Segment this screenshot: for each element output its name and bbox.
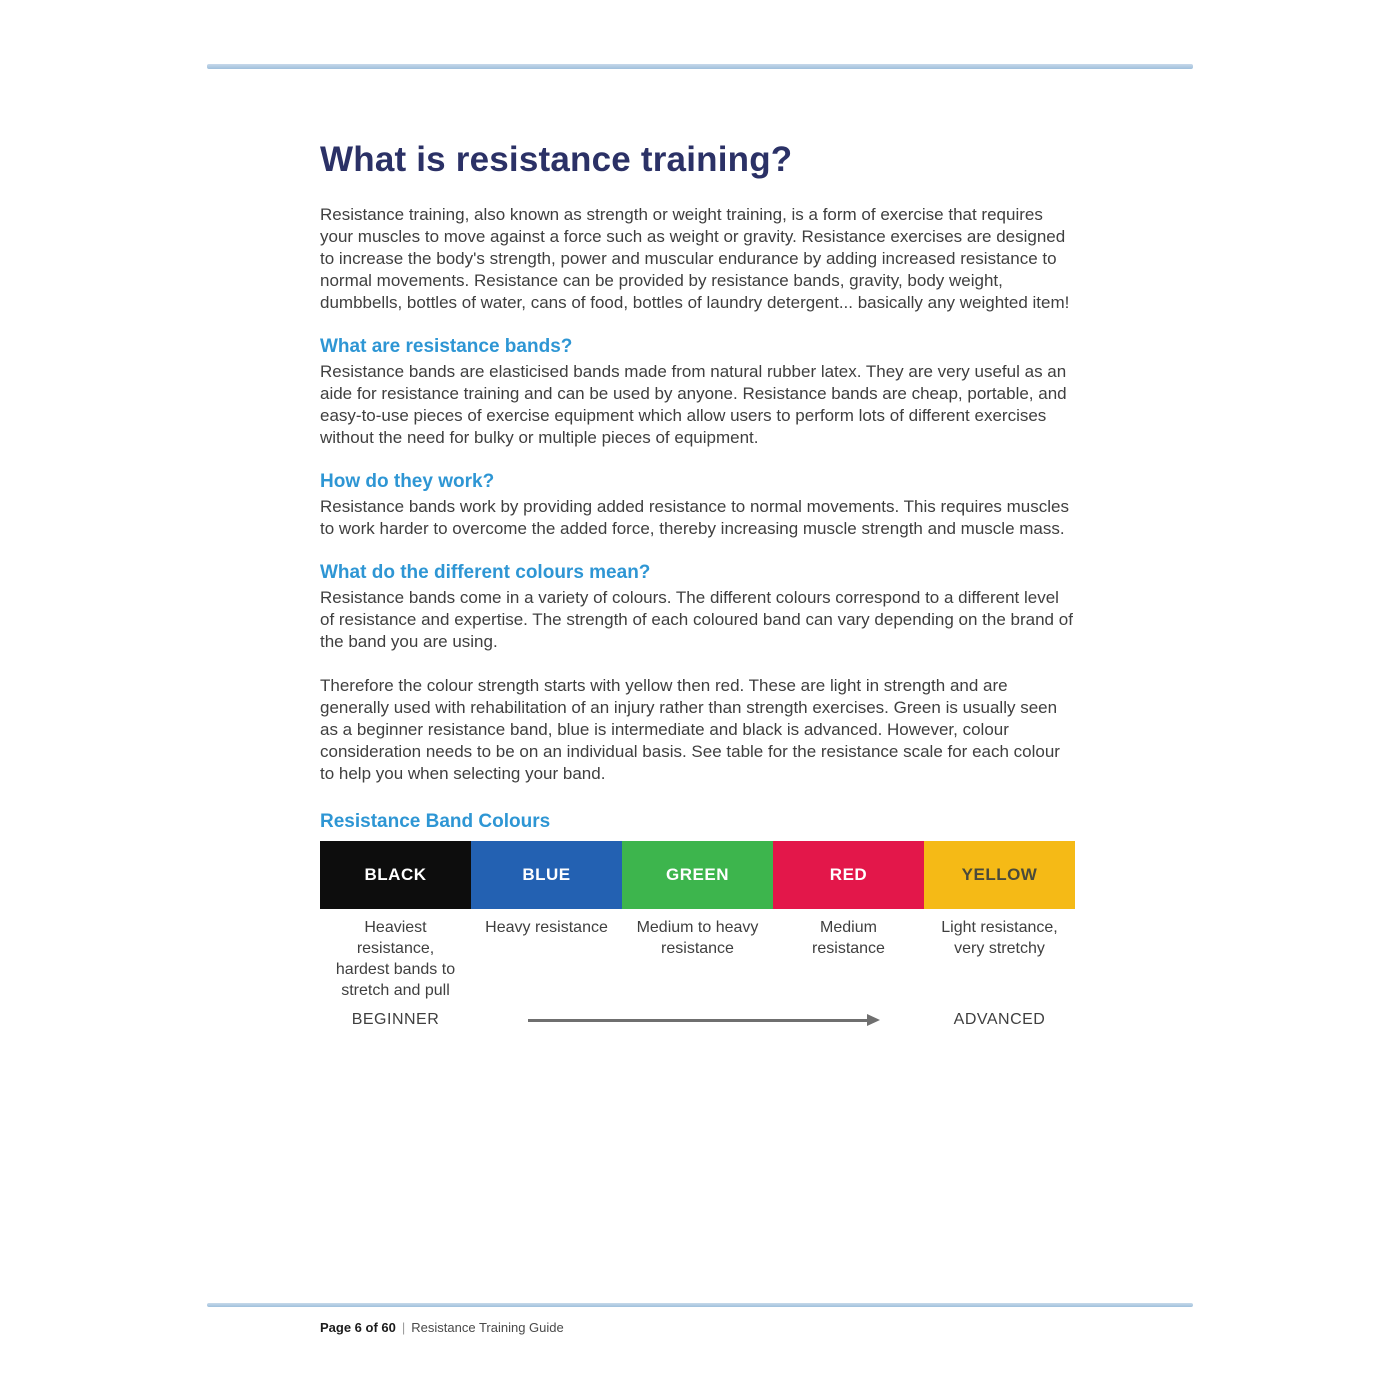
band-description-black: Heaviest resistance, hardest bands to stretch and pull	[335, 919, 456, 999]
band-swatch-green: GREEN	[622, 841, 773, 909]
section-heading-resistance-bands: What are resistance bands?	[320, 336, 573, 357]
beginner-to-advanced-arrow	[471, 1019, 924, 1022]
advanced-label: ADVANCED	[953, 1011, 1046, 1028]
band-description-red: Medium resistance	[812, 919, 885, 957]
section-heading-colours-meaning: What do the different colours mean?	[320, 562, 651, 583]
band-table-heading: Resistance Band Colours	[320, 811, 551, 832]
section-how-they-work	[320, 471, 1077, 540]
bottom-divider-line	[207, 1303, 1193, 1307]
section-body-resistance-bands: Resistance bands are elasticised bands made from natural rubber latex. They are very useful as an aide for resistance training and can be used by anyone. Resistance bands are cheap, portable, and easy-to-use pieces of exercise equipment which allow users to perform lots of different exercises without the need for bulky or multiple pieces of equipment.	[320, 362, 1067, 447]
footer-document-name: Resistance Training Guide	[411, 1320, 564, 1335]
section-heading-how-they-work: How do they work?	[320, 471, 495, 492]
band-colour-table	[320, 841, 1075, 909]
section-body-colours-meaning: Resistance bands come in a variety of colours. The different colours correspond to a different level of resistance and expertise. The strength of each coloured band can vary depending on the brand of the band you are using.	[320, 588, 1073, 651]
footer-page-number: Page 6 of 60	[320, 1320, 396, 1335]
band-description-green: Medium to heavy resistance	[636, 919, 759, 957]
beginner-label: BEGINNER	[351, 1011, 440, 1028]
page-content	[320, 140, 1077, 1029]
intro-paragraph: Resistance training, also known as strength or weight training, is a form of exercise that requires your muscles to move against a force such as weight or gravity. Resistance exercises are designed to increase the body's strength, power and muscular endurance by adding increased resistance to normal movements. Resistance can be provided by resistance bands, gravity, body weight, dumbbells, bottles of water, cans of food, bottles of laundry detergent... basically any weighted item!	[320, 205, 1070, 312]
band-description-yellow: Light resistance, very stretchy	[941, 919, 1058, 957]
band-swatch-blue: BLUE	[471, 841, 622, 909]
page-title: What is resistance training?	[320, 140, 793, 179]
band-swatch-yellow: YELLOW	[924, 841, 1075, 909]
top-divider-line	[207, 64, 1193, 69]
section-colours-meaning	[320, 562, 1077, 653]
page-footer	[320, 1320, 564, 1335]
band-description-blue: Heavy resistance	[485, 919, 608, 936]
right-arrow-icon	[528, 1019, 868, 1022]
band-swatch-black: BLACK	[320, 841, 471, 909]
section-resistance-bands	[320, 336, 1077, 449]
band-description-row	[320, 917, 1075, 1009]
band-swatch-red: RED	[773, 841, 924, 909]
difficulty-scale-row	[320, 1011, 1075, 1029]
section-body-how-they-work: Resistance bands work by providing added resistance to normal movements. This requires muscles to work harder to overcome the added force, thereby increasing muscle strength and muscle mass.	[320, 497, 1069, 538]
colour-strength-paragraph: Therefore the colour strength starts with yellow then red. These are light in strength and are generally used with rehabilitation of an injury rather than strength exercises. Green is usually seen as a beginner resistance band, blue is intermediate and black is advanced. However, colour consideration needs to be on an individual basis. See table for the resistance scale for each colour to help you when selecting your band.	[320, 676, 1060, 783]
footer-separator: |	[401, 1320, 406, 1335]
